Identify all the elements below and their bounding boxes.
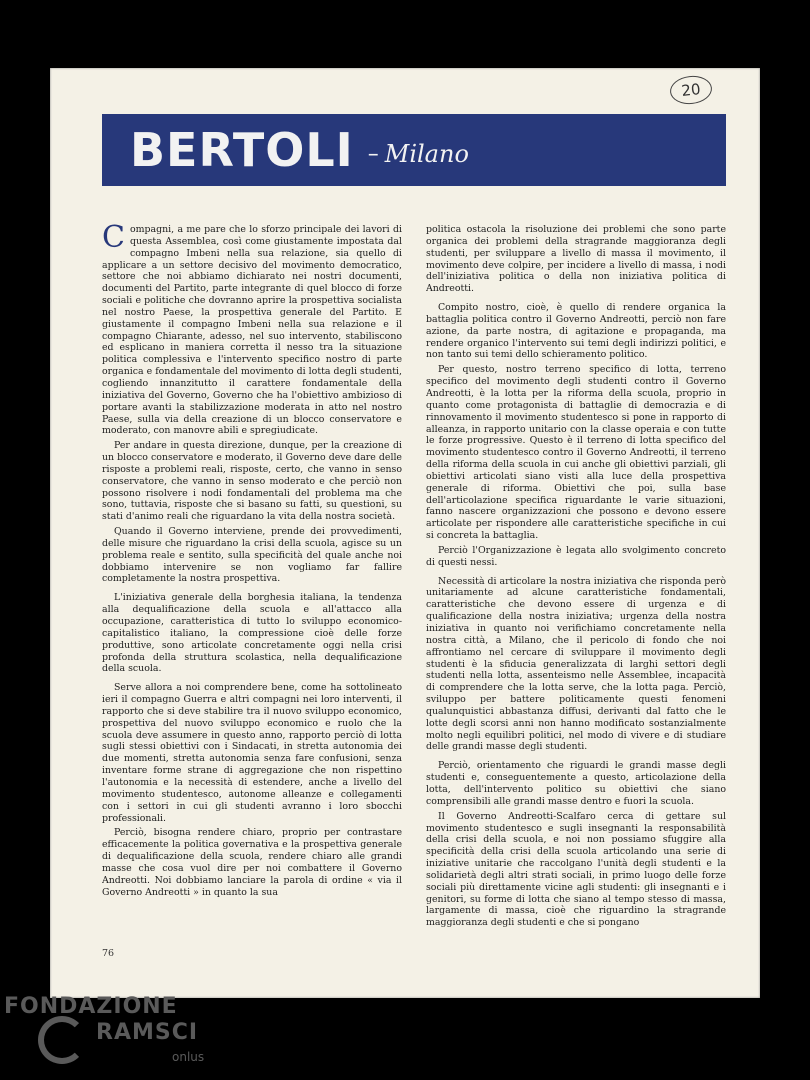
fondazione-gramsci-watermark [4, 994, 214, 1074]
left-paragraph-4: L'iniziativa generale della borghesia italiana, la tendenza alla dequalificazione della scuola e all'attacco alla occupazione, caratteristica di tutto lo sviluppo economico-capitalistico italiano, la compressione cioè delle forze produttive, sono articolate concretamente oggi nella crisi profonda della struttura scolastica, nella dequalificazione della scuola. [102, 592, 402, 675]
handwritten-page-number: 20 [669, 74, 714, 106]
speaker-city: Milano [384, 140, 469, 168]
right-paragraph-2: Compito nostro, cioè, è quello di rendere organica la battaglia politica contro il Governo Andreotti, perciò non fare azione, da parte nostra, di agitazione e propaganda, ma rendere organico l'intervento sui temi degli indirizzi politici, e non tanto sui temi dello schieramento politico. [426, 302, 726, 361]
title-banner [102, 114, 726, 186]
right-paragraph-7: Il Governo Andreotti-Scalfaro cerca di gettare sul movimento studentesco e sugli insegnanti la responsabilità della crisi della scuola, e noi non possiamo sfuggire alla specificità della crisi della scuola articolando una serie di iniziative unitarie che raccolgano l'unità degli studenti e la solidarietà degli altri strati sociali, in primo luogo delle forze sociali più direttamente vicine agli studenti: gli insegnanti e i genitori, su forme di lotta che siano al tempo stesso di massa, largamente di massa, cioè che riguardino la stragrande maggioranza degli studenti e che si pongano [426, 810, 726, 929]
left-paragraph-2: Per andare in questa direzione, dunque, per la creazione di un blocco conservatore e moderato, il Governo deve dare delle risposte a problemi reali, risposte, certo, che vanno in senso conservatore, che vanno in senso moderato e che perciò non possono risolvere i nodi fondamentali del problema ma che sono, tuttavia, risposte che si basano su fatti, su questioni, su stati d'animo reali che riguardano la vita della nostra società. [102, 440, 402, 523]
left-paragraph-1 [102, 224, 402, 437]
watermark-line-1: FONDAZIONE [4, 994, 178, 1019]
article-body [102, 224, 726, 936]
document-page [50, 68, 760, 998]
right-column [426, 224, 726, 936]
page-number: 76 [102, 948, 115, 959]
speaker-surname: BERTOLI [130, 123, 354, 177]
left-paragraph-3: Quando il Governo interviene, prende dei provvedimenti, delle misure che riguardano la crisi della scuola, agisce su un problema reale e sentito, sulla specificità del quale anche noi dobbiamo intervenire se non vogliamo far fallire completamente la nostra prospettiva. [102, 526, 402, 585]
right-paragraph-5: Necessità di articolare la nostra iniziativa che risponda però unitariamente ad alcune caratteristiche fondamentali, caratteristiche che devono essere di urgenza e di qualificazione della nostra iniziativa; urgenza della nostra iniziativa in quanto noi verifichiamo concretamente nella nostra città, a Milano, che il pericolo di fondo che noi affrontiamo nel cercare di sviluppare il movimento degli studenti è la sfiducia generalizzata di larghi settori degli studenti nella lotta, assenteismo nelle Assemblee, incapacità di comprendere che la lotta serve, che la lotta paga. Perciò, sviluppo per battere politicamente questi fenomeni qualunquistici abbastanza diffusi, derivanti dal fatto che le lotte degli scorsi anni non hanno modificato sostanzialmente molto negli equilibri politici, nel modo di vivere e di studiare delle grandi masse degli studenti. [426, 575, 726, 753]
right-paragraph-3: Per questo, nostro terreno specifico di lotta, terreno specifico del movimento degli studenti contro il Governo Andreotti, è la lotta per la riforma della scuola, proprio in quanto come protagonista di battaglie di democrazia e di rinnovamento il movimento studentesco si pone in rapporto di alleanza, in rapporto unitario con la classe operaia e con tutte le forze progressive. Questo è il terreno di lotta specifico del movimento studentesco contro il Governo Andreotti, il terreno della riforma della scuola in cui anche gli obiettivi parziali, gli obiettivi articolati siano visti alla luce della prospettiva generale di riforma. Obiettivi che poi, sulla base dell'articolazione specifica riguardante le varie situazioni, fanno nascere organizzazioni che possono e devono essere articolate per rispondere alle caratteristiche specifiche in cui si concreta la battaglia. [426, 364, 726, 542]
watermark-line-2: RAMSCI [96, 1020, 199, 1045]
left-paragraph-1-text: ompagni, a me pare che lo sforzo principale dei lavori di questa Assemblea, così come giustamente impostata dal compagno Imbeni nella sua relazione, sia quello di applicare a un settore decisivo del movimento democratico, settore che noi abbiamo dichiarato nei nostri documenti, documenti del Partito, parte integrante di quel blocco di forze sociali e politiche che dovranno aprire la prospettiva socialista nel nostro Paese, la prospettiva generale del Partito. E giustamente il compagno Imbeni nella sua relazione e il compagno Chiarante, adesso, nel suo intervento, stabiliscono ed esplicano in maniera corretta il nesso tra la situazione politica complessiva e l'intervento specifico nostro di parte organica e fondamentale del movimento di lotta degli studenti, cogliendo innanzitutto il carattere fondamentale della iniziativa del Governo, Governo che ha l'obiettivo ambizioso di portare avanti la stabilizzazione moderata in atto nel nostro Paese, sulla via della creazione di un blocco conservatore e moderato, con manovre abili e spregiudicate. [102, 224, 402, 437]
watermark-onlus: onlus [172, 1050, 205, 1064]
watermark-g-icon [38, 1016, 86, 1064]
left-column [102, 224, 402, 936]
right-paragraph-6: Perciò, orientamento che riguardi le grandi masse degli studenti e, conseguentemente a questo, articolazione della lotta, dell'intervento politico su obiettivi che siano comprensibili alle grandi masse dentro e fuori la scuola. [426, 760, 726, 807]
right-paragraph-4: Perciò l'Organizzazione è legata allo svolgimento concreto di questi nessi. [426, 544, 726, 568]
title-dash: – [367, 141, 379, 167]
left-paragraph-6: Perciò, bisogna rendere chiaro, proprio per contrastare efficacemente la politica governativa e la prospettiva generale di dequalificazione della scuola, rendere chiaro alle grandi masse che cosa vuol dire per noi combattere il Governo Andreotti. Noi dobbiamo lanciare la parola di ordine « via il Governo Andreotti » in quanto la sua [102, 827, 402, 898]
right-paragraph-1: politica ostacola la risoluzione dei problemi che sono parte organica dei problemi della stragrande maggioranza degli studenti, per sviluppare a livello di massa il movimento, il movimento deve colpire, per incidere a livello di massa, i nodi dell'iniziativa politica o della non iniziativa politica di Andreotti. [426, 224, 726, 295]
drop-cap: C [102, 224, 125, 255]
left-paragraph-5: Serve allora a noi comprendere bene, come ha sottolineato ieri il compagno Guerra e altri compagni nei loro interventi, il rapporto che si deve stabilire tra il nuovo sviluppo economico, prospettiva del nuovo sviluppo economico e ruolo che la scuola deve assumere in questo anno, rapporto perciò di lotta sugli stessi obiettivi con i Sindacati, in stretta autonomia dei due momenti, stretta autonomia senza fare confusioni, senza inventare forme strane di aggregazione che non rispettino l'autonomia e la necessità di estendere, anche a livello del movimento studentesco, autonome alleanze e collegamenti con i settori in cui gli studenti avranno i loro sbocchi professionali. [102, 682, 402, 824]
